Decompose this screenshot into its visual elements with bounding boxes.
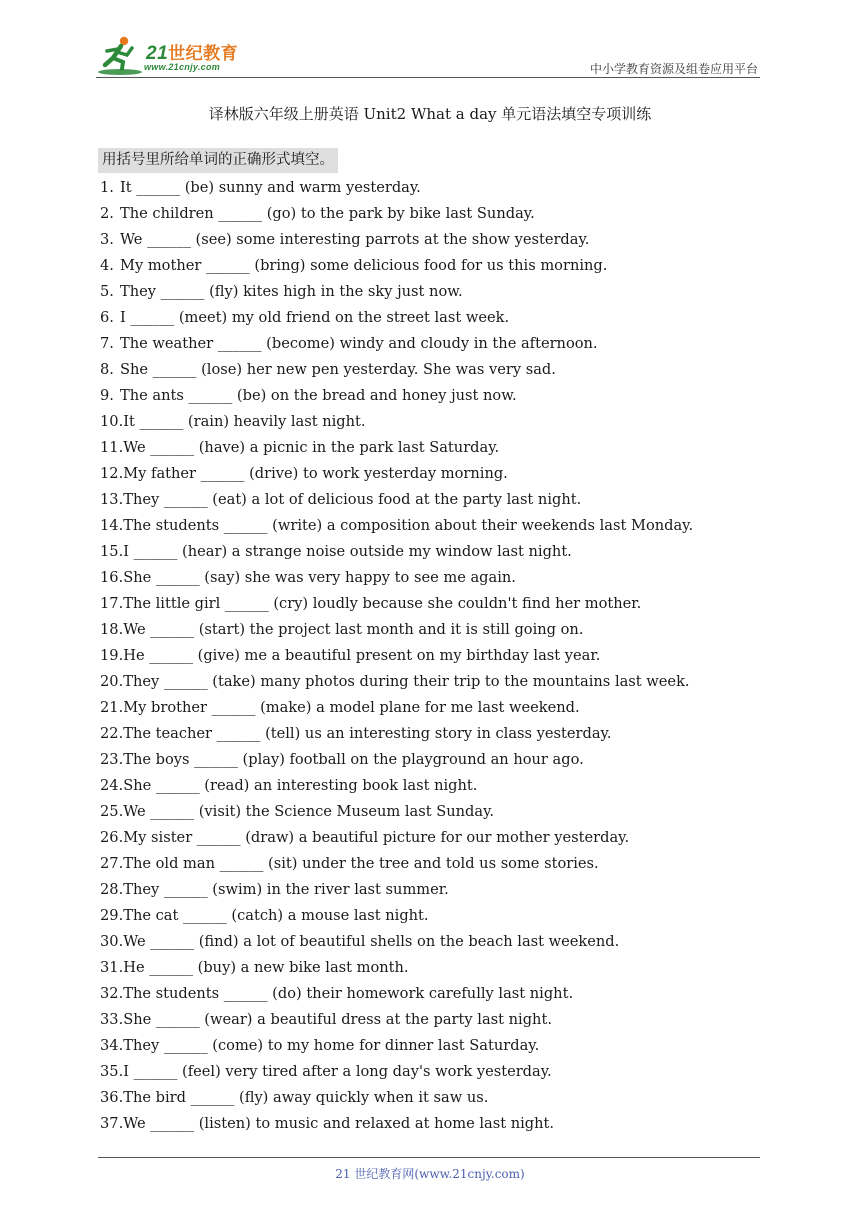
question-number: 36. — [100, 1089, 124, 1106]
question-number: 13. — [100, 491, 124, 508]
question-number: 25. — [100, 803, 124, 820]
question-number: 24. — [100, 777, 124, 794]
question-item — [100, 695, 760, 721]
question-number: 2. — [100, 205, 114, 222]
question-item — [100, 1059, 760, 1085]
question-text: I ______ (feel) very tired after a long day's work yesterday. — [123, 1063, 552, 1080]
question-text: We ______ (see) some interesting parrots at the show yesterday. — [120, 231, 590, 248]
question-text: We ______ (have) a picnic in the park last Saturday. — [123, 439, 500, 456]
question-text: They ______ (swim) in the river last summer. — [123, 881, 449, 898]
section-instruction: 用括号里所给单词的正确形式填空。 — [98, 148, 338, 173]
question-item — [100, 331, 760, 357]
question-text: It ______ (be) sunny and warm yesterday. — [120, 179, 421, 196]
question-number: 19. — [100, 647, 124, 664]
question-item — [100, 383, 760, 409]
question-text: The teacher ______ (tell) us an interesting story in class yesterday. — [123, 725, 612, 742]
question-item — [100, 929, 760, 955]
platform-tagline: 中小学教育资源及组卷应用平台 — [589, 62, 758, 76]
question-item — [100, 1007, 760, 1033]
question-item — [100, 851, 760, 877]
question-item — [100, 201, 760, 227]
question-number: 37. — [100, 1115, 124, 1132]
question-number: 16. — [100, 569, 124, 586]
site-logo — [96, 34, 266, 78]
question-number: 11. — [100, 439, 124, 456]
question-text: She ______ (say) she was very happy to see me again. — [123, 569, 516, 586]
question-number: 3. — [100, 231, 114, 248]
question-number: 9. — [100, 387, 114, 404]
question-item — [100, 435, 760, 461]
question-item — [100, 903, 760, 929]
question-item — [100, 279, 760, 305]
question-number: 20. — [100, 673, 124, 690]
question-item — [100, 461, 760, 487]
question-text: The weather ______ (become) windy and cloudy in the afternoon. — [120, 335, 598, 352]
logo-chinese-name: 世纪教育 — [168, 44, 239, 64]
question-item — [100, 747, 760, 773]
question-number: 33. — [100, 1011, 124, 1028]
question-text: We ______ (find) a lot of beautiful shells on the beach last weekend. — [123, 933, 620, 950]
question-number: 15. — [100, 543, 124, 560]
question-text: They ______ (eat) a lot of delicious food at the party last night. — [123, 491, 582, 508]
question-item — [100, 877, 760, 903]
question-number: 34. — [100, 1037, 124, 1054]
question-item — [100, 799, 760, 825]
question-item — [100, 981, 760, 1007]
question-number: 27. — [100, 855, 124, 872]
question-item — [100, 539, 760, 565]
question-item — [100, 1033, 760, 1059]
question-text: The students ______ (write) a composition about their weekends last Monday. — [123, 517, 694, 534]
question-item — [100, 773, 760, 799]
logo-url: www.21cnjy.com — [144, 62, 221, 72]
question-number: 8. — [100, 361, 114, 378]
question-text: They ______ (take) many photos during their trip to the mountains last week. — [123, 673, 690, 690]
question-item — [100, 227, 760, 253]
question-item — [100, 617, 760, 643]
question-item — [100, 643, 760, 669]
question-item — [100, 513, 760, 539]
question-item — [100, 669, 760, 695]
question-text: She ______ (wear) a beautiful dress at the party last night. — [123, 1011, 552, 1028]
question-item — [100, 487, 760, 513]
question-number: 14. — [100, 517, 124, 534]
question-item — [100, 305, 760, 331]
question-text: The old man ______ (sit) under the tree and told us some stories. — [123, 855, 599, 872]
runner-logo-icon — [96, 34, 144, 78]
question-text: My brother ______ (make) a model plane for me last weekend. — [123, 699, 580, 716]
question-text: The boys ______ (play) football on the playground an hour ago. — [123, 751, 584, 768]
question-number: 28. — [100, 881, 124, 898]
question-number: 21. — [100, 699, 124, 716]
question-number: 29. — [100, 907, 124, 924]
question-text: It ______ (rain) heavily last night. — [123, 413, 366, 430]
question-number: 1. — [100, 179, 114, 196]
question-text: She ______ (lose) her new pen yesterday. She was very sad. — [120, 361, 556, 378]
question-number: 6. — [100, 309, 114, 326]
question-item — [100, 357, 760, 383]
page-footer: 21 世纪教育网(www.21cnjy.com) — [335, 1167, 525, 1181]
question-number: 23. — [100, 751, 124, 768]
question-item — [100, 1085, 760, 1111]
question-number: 17. — [100, 595, 124, 612]
question-text: We ______ (listen) to music and relaxed at home last night. — [123, 1115, 555, 1132]
question-number: 10. — [100, 413, 124, 430]
question-item — [100, 591, 760, 617]
question-text: He ______ (give) me a beautiful present on my birthday last year. — [123, 647, 601, 664]
question-text: She ______ (read) an interesting book last night. — [123, 777, 478, 794]
question-number: 4. — [100, 257, 114, 274]
logo-number: 21 — [146, 43, 169, 64]
question-item — [100, 721, 760, 747]
question-text: We ______ (visit) the Science Museum last Sunday. — [123, 803, 495, 820]
question-number: 7. — [100, 335, 114, 352]
question-text: My mother ______ (bring) some delicious food for us this morning. — [120, 257, 608, 274]
question-number: 5. — [100, 283, 114, 300]
question-number: 32. — [100, 985, 124, 1002]
question-number: 22. — [100, 725, 124, 742]
question-item — [100, 253, 760, 279]
question-number: 31. — [100, 959, 124, 976]
question-item — [100, 1111, 760, 1137]
question-text: The ants ______ (be) on the bread and honey just now. — [120, 387, 517, 404]
question-text: My sister ______ (draw) a beautiful picture for our mother yesterday. — [123, 829, 630, 846]
question-number: 35. — [100, 1063, 124, 1080]
question-text: He ______ (buy) a new bike last month. — [123, 959, 409, 976]
question-number: 18. — [100, 621, 124, 638]
question-text: I ______ (hear) a strange noise outside my window last night. — [123, 543, 572, 560]
question-number: 30. — [100, 933, 124, 950]
question-text: The children ______ (go) to the park by bike last Sunday. — [120, 205, 535, 222]
question-list — [100, 175, 760, 1137]
question-number: 12. — [100, 465, 124, 482]
question-text: The bird ______ (fly) away quickly when it saw us. — [123, 1089, 489, 1106]
question-item — [100, 825, 760, 851]
question-text: They ______ (come) to my home for dinner last Saturday. — [123, 1037, 540, 1054]
page-title: 译林版六年级上册英语 Unit2 What a day 单元语法填空专项训练 — [208, 105, 652, 123]
question-text: My father ______ (drive) to work yesterday morning. — [123, 465, 508, 482]
question-text: I ______ (meet) my old friend on the street last week. — [120, 309, 510, 326]
question-item — [100, 565, 760, 591]
question-text: They ______ (fly) kites high in the sky just now. — [120, 283, 463, 300]
question-text: The little girl ______ (cry) loudly because she couldn't find her mother. — [123, 595, 642, 612]
question-item — [100, 175, 760, 201]
footer-divider — [98, 1157, 760, 1158]
question-number: 26. — [100, 829, 124, 846]
question-text: We ______ (start) the project last month and it is still going on. — [123, 621, 584, 638]
question-text: The students ______ (do) their homework carefully last night. — [123, 985, 574, 1002]
header-divider — [96, 77, 760, 78]
question-text: The cat ______ (catch) a mouse last night. — [123, 907, 429, 924]
question-item — [100, 955, 760, 981]
page-header — [96, 34, 760, 78]
question-item — [100, 409, 760, 435]
